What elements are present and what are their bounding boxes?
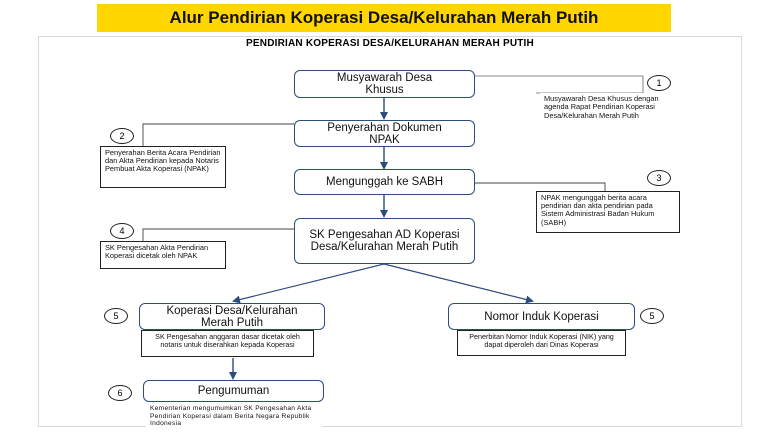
badge-4: 4 [110, 223, 134, 239]
step-pengumuman-box: Pengumuman [143, 380, 324, 402]
note-6: Kementerian mengumumkan SK Pengesahan Akta Pendirian Koperasi dalam Berita Negara Republik Indonesia [146, 403, 322, 427]
badge-1: 1 [647, 75, 671, 91]
diagram-title: PENDIRIAN KOPERASI DESA/KELURAHAN MERAH PUTIH [246, 38, 534, 49]
callout-2 [143, 124, 294, 146]
page-banner: Alur Pendirian Koperasi Desa/Kelurahan Merah Putih [97, 4, 671, 32]
callout-4 [143, 229, 294, 241]
step-penyerahan-box: Penyerahan Dokumen NPAK [294, 120, 475, 147]
step-mengunggah-box: Mengunggah ke SABH [294, 169, 475, 195]
step-koperasi-box: Koperasi Desa/Kelurahan Merah Putih [139, 303, 325, 330]
note-5b: Penerbitan Nomor Induk Koperasi (NIK) yang dapat diperoleh dari Dinas Koperasi [457, 330, 626, 356]
note-3: NPAK mengunggah berita acara pendirian dan akta pendirian pada Sistem Administrasi Badan Hukum (SABH) [536, 191, 680, 233]
step-musyawarah-box: Musyawarah Desa Khusus [294, 70, 475, 98]
arrow-4-koperasi [234, 264, 384, 301]
note-4: SK Pengesahan Akta Pendirian Koperasi dicetak oleh NPAK [100, 241, 226, 269]
badge-6: 6 [108, 385, 132, 401]
step-nik-box: Nomor Induk Koperasi [448, 303, 635, 330]
note-1: Musyawarah Desa Khusus dengan agenda Rapat Pendirian Koperasi Desa/Kelurahan Merah Putih [540, 93, 678, 125]
callout-3 [475, 183, 605, 191]
step-sk-box: SK Pengesahan AD Koperasi Desa/Kelurahan Merah Putih [294, 218, 475, 264]
badge-5-right: 5 [640, 308, 664, 324]
badge-3: 3 [647, 170, 671, 186]
note-5a: SK Pengesahan anggaran dasar dicetak oleh notaris untuk diserahkan kepada Koperasi [141, 330, 314, 357]
badge-2: 2 [110, 128, 134, 144]
note-2: Penyerahan Berita Acara Pendirian dan Akta Pendirian kepada Notaris Pembuat Akta Koperasi (NPAK) [100, 146, 226, 188]
badge-5-left: 5 [104, 308, 128, 324]
arrow-4-nik [384, 264, 532, 301]
